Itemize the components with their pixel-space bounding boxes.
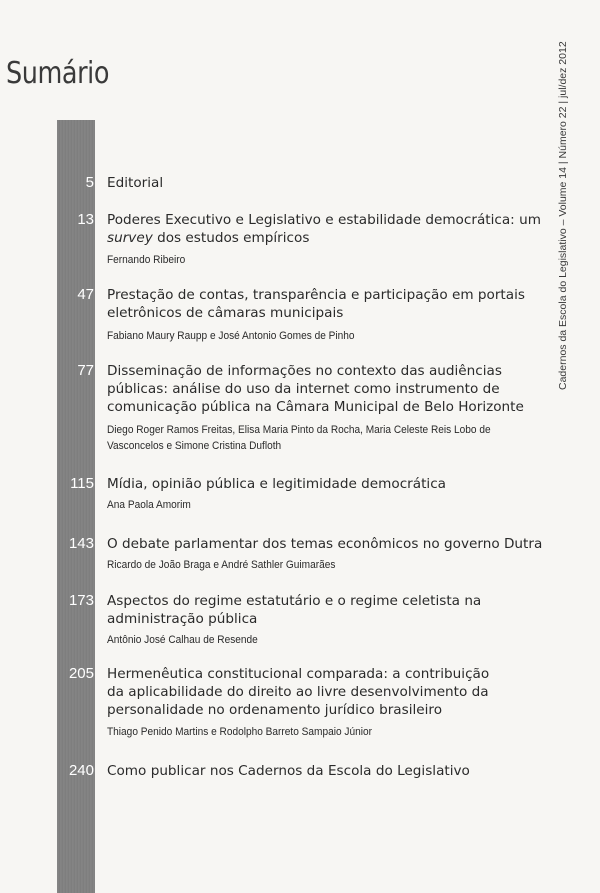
- page-title: Sumário: [6, 56, 110, 91]
- toc-page-number: 13: [77, 211, 94, 228]
- toc-page-number: 115: [70, 475, 94, 492]
- toc-entry-title[interactable]: [107, 535, 543, 553]
- toc-title-line: personalidade no ordenamento jurídico brasileiro: [107, 702, 443, 718]
- toc-page-number: 205: [68, 665, 94, 682]
- toc-title-line: da aplicabilidade do direito ao livre desenvolvimento da: [107, 684, 489, 700]
- toc-title-line: Editorial: [107, 175, 164, 191]
- author-line: Vasconcelos e Simone Cristina Dufloth: [107, 440, 282, 452]
- author-line: Antônio José Calhau de Resende: [107, 634, 258, 646]
- toc-page-number: 143: [68, 535, 94, 552]
- toc-title-line: Hermenêutica constitucional comparada: a contribuição: [107, 666, 490, 682]
- toc-page-number: 173: [68, 592, 94, 609]
- toc-entry-authors: [107, 557, 512, 573]
- toc-title-line: administração pública: [107, 611, 258, 627]
- toc-entry-title[interactable]: [107, 475, 527, 493]
- toc-entry-title[interactable]: [107, 174, 527, 192]
- toc-entry-authors: [107, 724, 512, 740]
- toc-title-line: Prestação de contas, transparência e participação em portais: [107, 287, 525, 303]
- author-line: Ricardo de João Braga e André Sathler Guimarães: [107, 559, 336, 571]
- toc-entry-title[interactable]: [107, 665, 527, 719]
- toc-page-number: 5: [85, 174, 94, 191]
- toc-title-line-rest: dos estudos empíricos: [157, 230, 310, 246]
- toc-entry-title[interactable]: [107, 211, 541, 247]
- author-line: Ana Paola Amorim: [107, 499, 191, 511]
- toc-entry-authors: [107, 328, 512, 344]
- spine-caption: Cadernos da Escola do Legislativo – Volume 14 | Número 22 | jul/dez 2012: [557, 41, 569, 390]
- toc-entry-title[interactable]: [107, 592, 527, 628]
- toc-entry-title[interactable]: [107, 362, 527, 416]
- toc-title-line: Mídia, opinião pública e legitimidade democrática: [107, 476, 447, 492]
- toc-entry-title[interactable]: [107, 762, 527, 780]
- toc-title-line: públicas: análise do uso da internet como instrumento de: [107, 381, 500, 397]
- toc-page-number: 240: [68, 762, 94, 779]
- toc-entry-title[interactable]: [107, 286, 527, 322]
- author-line: Diego Roger Ramos Freitas, Elisa Maria Pinto da Rocha, Maria Celeste Reis Lobo de: [107, 424, 491, 436]
- author-line: Thiago Penido Martins e Rodolpho Barreto Sampaio Júnior: [107, 726, 372, 738]
- toc-title-line: Disseminação de informações no contexto das audiências: [107, 363, 502, 379]
- toc-title-line: Como publicar nos Cadernos da Escola do Legislativo: [107, 763, 470, 779]
- toc-title-line: eletrônicos de câmaras municipais: [107, 305, 344, 321]
- toc-page-number: 77: [77, 362, 94, 379]
- toc-title-line: Poderes Executivo e Legislativo e estabilidade democrática: um: [107, 212, 541, 228]
- toc-entry-authors: [107, 632, 512, 648]
- author-line: Fabiano Maury Raupp e José Antonio Gomes de Pinho: [107, 330, 355, 342]
- toc-title-line: O debate parlamentar dos temas econômicos no governo Dutra: [107, 536, 543, 552]
- toc-entry-authors: [107, 497, 512, 513]
- toc-title-line: comunicação pública na Câmara Municipal de Belo Horizonte: [107, 399, 524, 415]
- toc-entry-authors: [107, 252, 512, 268]
- toc-title-italic: survey: [107, 230, 153, 246]
- author-line: Fernando Ribeiro: [107, 254, 186, 266]
- toc-title-line: Aspectos do regime estatutário e o regime celetista na: [107, 593, 482, 609]
- toc-entry-authors: [107, 422, 512, 454]
- toc-title-line: [107, 229, 527, 247]
- toc-page-number: 47: [77, 286, 94, 303]
